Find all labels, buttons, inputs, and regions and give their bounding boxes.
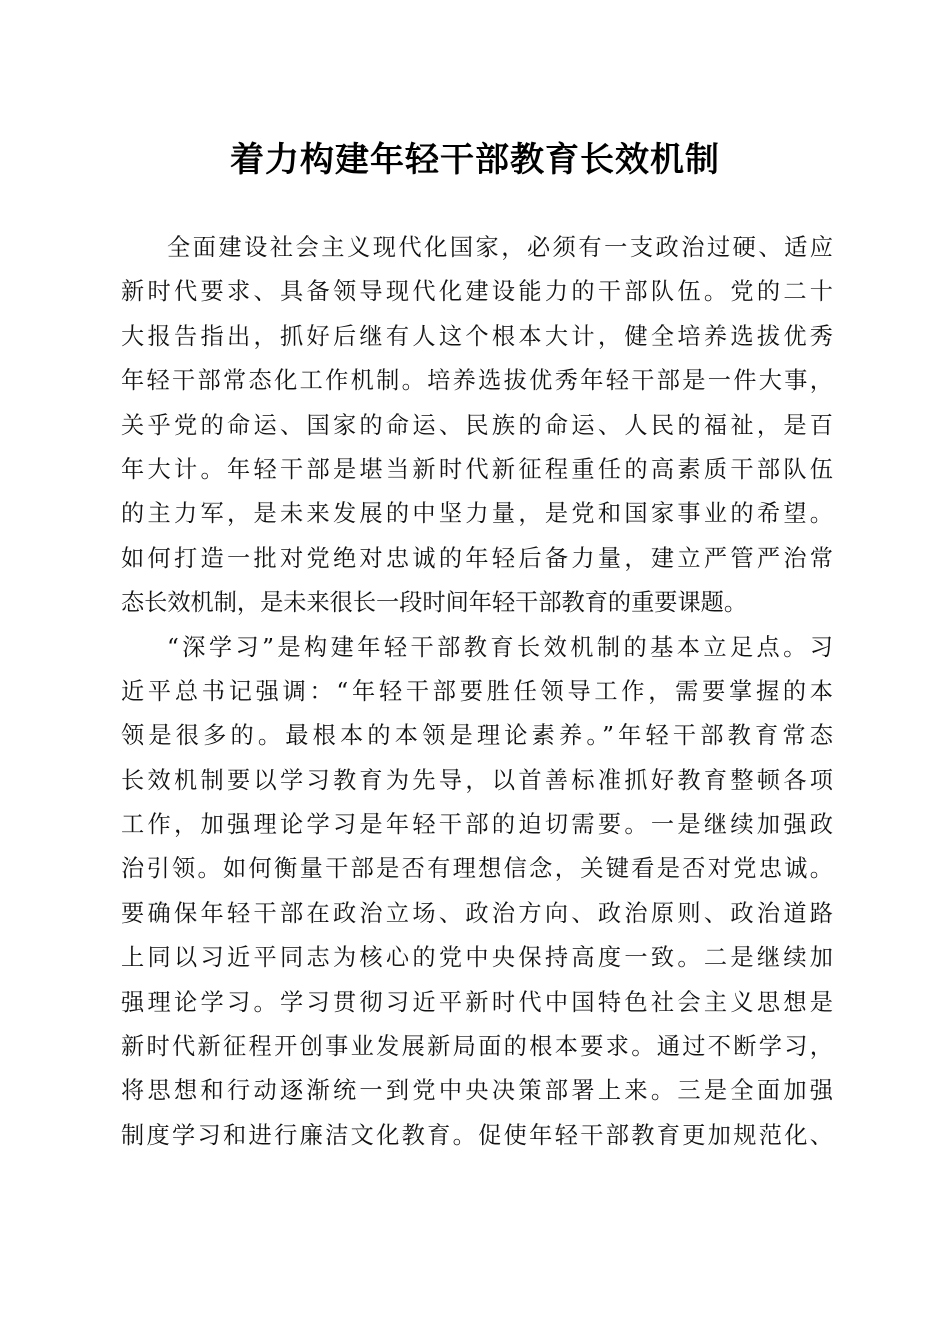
paragraph-line: 新时代新征程开创事业发展新局面的根本要求。通过不断学习， bbox=[121, 1033, 833, 1061]
paragraph-line: 大报告指出，抓好后继有人这个根本大计，健全培养选拔优秀 bbox=[121, 322, 833, 350]
paragraph-line: 上同以习近平同志为核心的党中央保持高度一致。二是继续加 bbox=[121, 944, 833, 972]
paragraph-line: 工作，加强理论学习是年轻干部的迫切需要。一是继续加强政 bbox=[121, 811, 833, 839]
paragraph-line: 关乎党的命运、国家的命运、民族的命运、人民的福祉，是百 bbox=[121, 411, 833, 439]
paragraph-line: 如何打造一批对党绝对忠诚的年轻后备力量，建立严管严治常 bbox=[121, 544, 833, 572]
paragraph-line: 新时代要求、具备领导现代化建设能力的干部队伍。党的二十 bbox=[121, 278, 833, 306]
paragraph-line: 态长效机制，是未来很长一段时间年轻干部教育的重要课题。 bbox=[121, 589, 748, 617]
document-body bbox=[121, 226, 833, 1158]
paragraph-line: 的主力军，是未来发展的中坚力量，是党和国家事业的希望。 bbox=[121, 500, 833, 528]
paragraph-line: 年轻干部常态化工作机制。培养选拔优秀年轻干部是一件大事， bbox=[121, 367, 833, 395]
paragraph-line: 制度学习和进行廉洁文化教育。促使年轻干部教育更加规范化、 bbox=[121, 1121, 833, 1149]
paragraph-line: 年大计。年轻干部是堪当新时代新征程重任的高素质干部队伍 bbox=[121, 455, 833, 483]
paragraph-2 bbox=[121, 626, 833, 1159]
paragraph-1 bbox=[121, 226, 833, 626]
paragraph-line: “深学习”是构建年轻干部教育长效机制的基本立足点。习 bbox=[167, 633, 833, 661]
paragraph-line: 近平总书记强调：“年轻干部要胜任领导工作，需要掌握的本 bbox=[121, 677, 833, 705]
paragraph-line: 领是很多的。最根本的本领是理论素养。”年轻干部教育常态 bbox=[121, 722, 833, 750]
paragraph-line: 将思想和行动逐渐统一到党中央决策部署上来。三是全面加强 bbox=[121, 1077, 833, 1105]
paragraph-line: 要确保年轻干部在政治立场、政治方向、政治原则、政治道路 bbox=[121, 899, 833, 927]
paragraph-line: 长效机制要以学习教育为先导，以首善标准抓好教育整顿各项 bbox=[121, 766, 833, 794]
paragraph-line: 强理论学习。学习贯彻习近平新时代中国特色社会主义思想是 bbox=[121, 988, 833, 1016]
paragraph-line: 全面建设社会主义现代化国家，必须有一支政治过硬、适应 bbox=[167, 234, 833, 261]
paragraph-line: 治引领。如何衡量干部是否有理想信念，关键看是否对党忠诚。 bbox=[121, 855, 833, 883]
document-title: 着力构建年轻干部教育长效机制 bbox=[230, 140, 720, 180]
